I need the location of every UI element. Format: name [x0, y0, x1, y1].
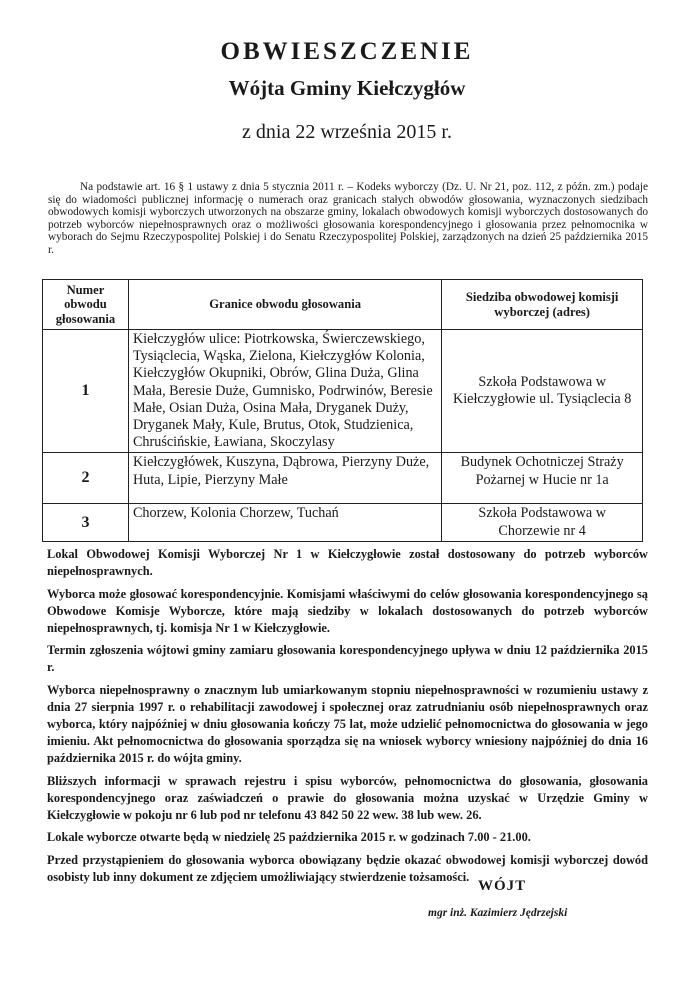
district-number: 3 — [43, 504, 129, 541]
document-title: OBWIESZCZENIE — [220, 38, 474, 65]
district-seat: Szkoła Podstawowa w Kiełczygłowie ul. Tysiąclecia 8 — [442, 330, 643, 453]
note-paragraph: Bliższych informacji w sprawach rejestru i spisu wyborców, pełnomocnictwa do głosowania, głosowania korespondencyjnego oraz zaświadczeń o prawie do głosowania można uzyskać w Urzędzie Gminy w Kiełczygłowie w pokoju nr 6 lub pod nr telefonu 43 842 50 22 wew. 38 lub wew. 26. — [47, 773, 648, 822]
table-row — [43, 504, 643, 541]
district-area: Kiełczygłów ulice: Piotrkowska, Świerczewskiego, Tysiąclecia, Wąska, Zielona, Kiełczygłów Kolonia, Kiełczygłów Okupniki, Obrów, Glina Duża, Glina Mała, Beresie Duże, Gumnisko, Podrwinów, Beresie Małe, Osian Duża, Osina Mała, Dryganek Duży, Dryganek Mały, Kule, Brutus, Otok, Studzienica, Chruścińskie, Ławiana, Skoczylasy — [128, 330, 441, 453]
note-paragraph: Termin zgłoszenia wójtowi gminy zamiaru głosowania korespondencyjnego upływa w dniu 12 października 2015 r. — [47, 643, 648, 675]
header-seat: Siedziba obwodowej komisji wyborczej (adres) — [442, 280, 643, 330]
signature-name: mgr inż. Kazimierz Jędrzejski — [428, 907, 568, 919]
table-header-row — [43, 280, 643, 330]
header-number: Numer obwodu głosowania — [43, 280, 129, 330]
note-paragraph: Wyborca niepełnosprawny o znacznym lub umiarkowanym stopniu niepełnosprawności w rozumieniu ustawy z dnia 27 sierpnia 1997 r. o rehabilitacji zawodowej i społecznej oraz zatrudnianiu osób niepełnosprawnych oraz wyborca, który najpóźniej w dniu głosowania kończy 75 lat, może udzielić pełnomocnictwa do głosowania w jego imieniu. Akt pełnomocnictwa do głosowania sporządza się na wniosek wyborcy wniesiony najpóźniej do dnia 16 października 2015 r. do wójta gminy. — [47, 683, 648, 766]
note-paragraph: Lokal Obwodowej Komisji Wyborczej Nr 1 w Kiełczygłowie został dostosowany do potrzeb wyborców niepełnosprawnych. — [47, 547, 648, 578]
district-area: Chorzew, Kolonia Chorzew, Tuchań — [128, 504, 441, 541]
note-paragraph: Przed przystąpieniem do głosowania wyborca obowiązany będzie okazać obwodowej komisji wyborczej dowód osobisty lub inny dokument ze zdjęciem umożliwiający stwierdzenie tożsamości. — [47, 853, 648, 885]
signature-title: WÓJT — [478, 878, 527, 894]
district-area: Kiełczygłówek, Kuszyna, Dąbrowa, Pierzyny Duże, Huta, Lipie, Pierzyny Małe — [128, 453, 441, 504]
note-paragraph: Lokale wyborcze otwarte będą w niedzielę 25 października 2015 r. w godzinach 7.00 - 21.00. — [47, 830, 531, 845]
note-paragraph: Wyborca może głosować korespondencyjnie. Komisjami właściwymi do celów głosowania korespondencyjnego są Obwodowe Komisje Wyborcze, które mają siedziby w lokalach dostosowanych do potrzeb wyborców niepełnosprawnych, tj. komisja Nr 1 w Kiełczygłowie. — [47, 586, 648, 635]
voting-districts-table — [42, 279, 643, 542]
district-number: 2 — [43, 453, 129, 504]
table-row — [43, 330, 643, 453]
district-number: 1 — [43, 330, 129, 453]
document-subtitle: Wójta Gminy Kiełczygłów — [228, 76, 466, 100]
table-row — [43, 453, 643, 504]
intro-paragraph: Na podstawie art. 16 § 1 ustawy z dnia 5 stycznia 2011 r. – Kodeks wyborczy (Dz. U. Nr 21, poz. 112, z późn. zm.) podaje się do wiadomości publicznej informację o numerach oraz granicach stałych obwodów głosowania, wyznaczonych siedzibach obwodowych komisji wyborczych utworzonych na obszarze gminy, lokalach obwodowych komisji wyborczych dostosowanych do potrzeb wyborców niepełnosprawnych oraz o możliwości głosowania korespondencyjnego i głosowania przez pełnomocnika w wyborach do Sejmu Rzeczypospolitej Polskiej i do Senatu Rzeczypospolitej Polskiej, zarządzonych na dzień 25 października 2015 r. — [48, 181, 648, 256]
header-area: Granice obwodu głosowania — [128, 280, 441, 330]
district-seat: Budynek Ochotniczej Straży Pożarnej w Hucie nr 1a — [442, 453, 643, 504]
notes-section — [47, 546, 648, 892]
document-date: z dnia 22 września 2015 r. — [242, 121, 452, 143]
district-seat: Szkoła Podstawowa w Chorzewie nr 4 — [442, 504, 643, 541]
